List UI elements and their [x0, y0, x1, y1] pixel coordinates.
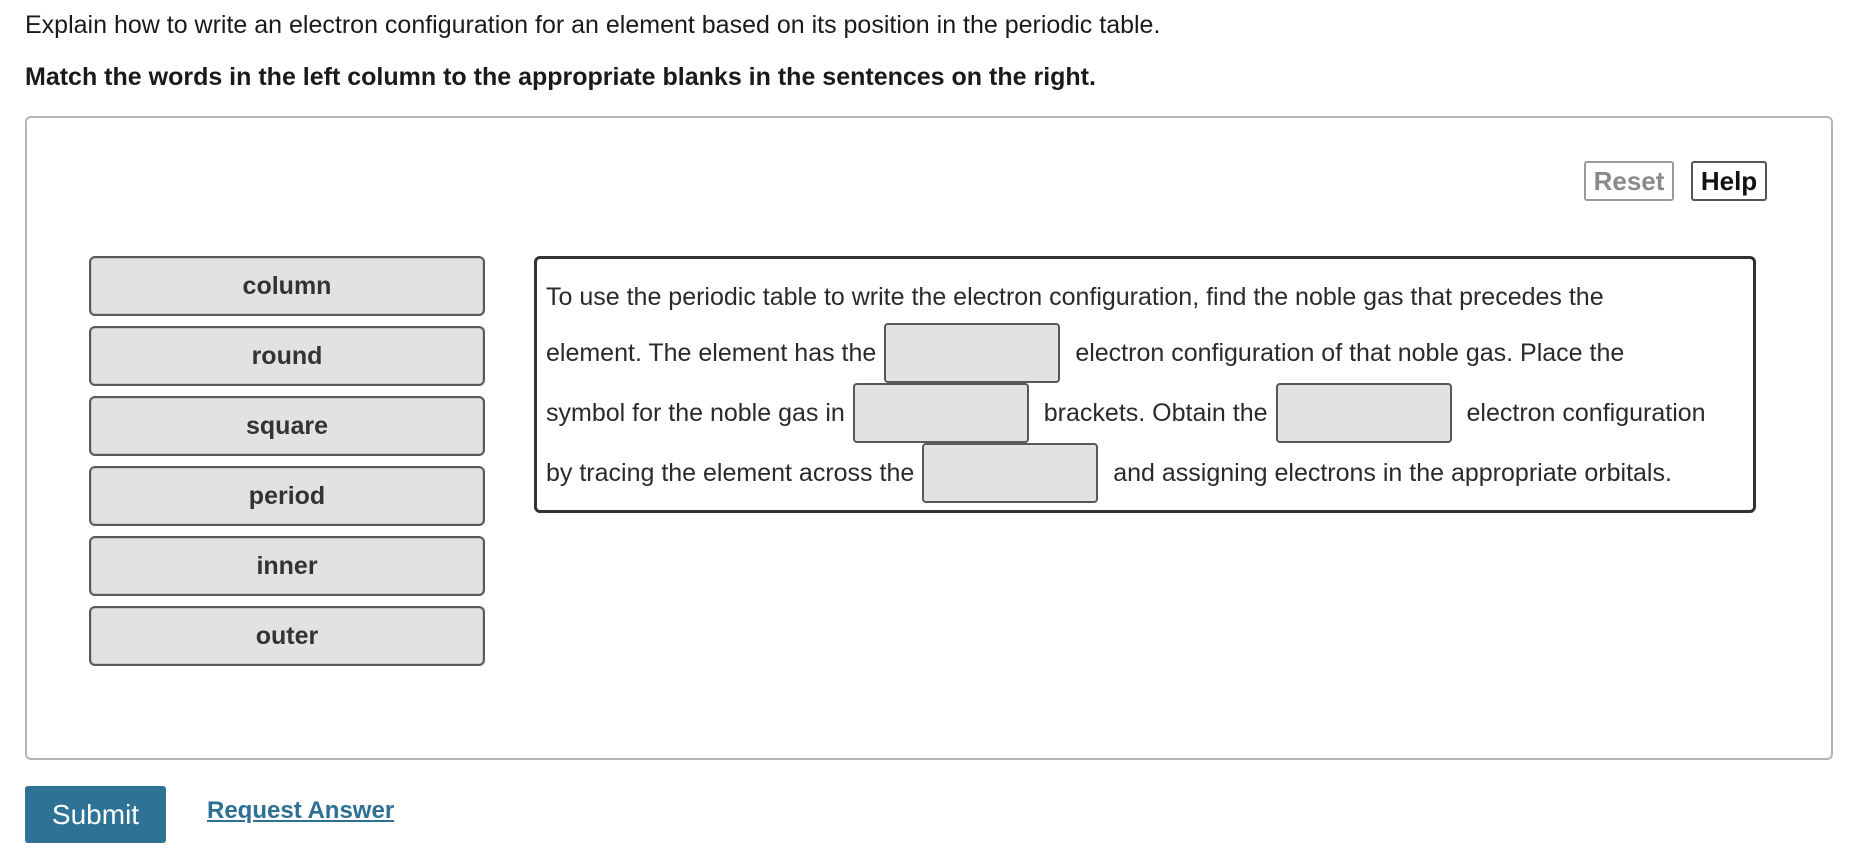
sentence-box [534, 256, 1756, 513]
word-tile-period[interactable]: period [89, 466, 485, 526]
question-instruction: Match the words in the left column to the appropriate blanks in the sentences on the right. [25, 63, 1096, 91]
submit-button[interactable]: Submit [25, 786, 166, 843]
matching-panel [25, 116, 1833, 760]
help-button[interactable]: Help [1691, 161, 1767, 201]
word-tile-outer[interactable]: outer [89, 606, 485, 666]
sentence-text: by tracing the element across the [546, 458, 915, 487]
word-tile-round[interactable]: round [89, 326, 485, 386]
reset-button[interactable]: Reset [1584, 161, 1674, 201]
word-tile-inner[interactable]: inner [89, 536, 485, 596]
sentence-line-3 [546, 382, 1706, 444]
drop-blank-4[interactable] [922, 443, 1098, 503]
request-answer-link[interactable]: Request Answer [207, 797, 395, 824]
word-bank [89, 256, 485, 676]
sentence-text: and assigning electrons in the appropriate orbitals. [1113, 458, 1672, 487]
question-prompt: Explain how to write an electron configuration for an element based on its position in the periodic table. [25, 11, 1161, 39]
drop-blank-3[interactable] [1276, 383, 1452, 443]
sentence-text: electron configuration of that noble gas. Place the [1075, 338, 1625, 367]
word-tile-square[interactable]: square [89, 396, 485, 456]
sentence-text: electron configuration [1466, 398, 1706, 427]
sentence-line-2 [546, 322, 1624, 384]
sentence-text: symbol for the noble gas in [546, 398, 845, 427]
sentence-text: brackets. Obtain the [1043, 398, 1268, 427]
sentence-text: To use the periodic table to write the electron configuration, find the noble gas that precedes the [546, 282, 1604, 311]
sentence-line-1 [546, 277, 1604, 317]
word-tile-column[interactable]: column [89, 256, 485, 316]
drop-blank-1[interactable] [884, 323, 1060, 383]
sentence-line-4 [546, 442, 1672, 504]
drop-blank-2[interactable] [853, 383, 1029, 443]
sentence-text: element. The element has the [546, 338, 877, 367]
